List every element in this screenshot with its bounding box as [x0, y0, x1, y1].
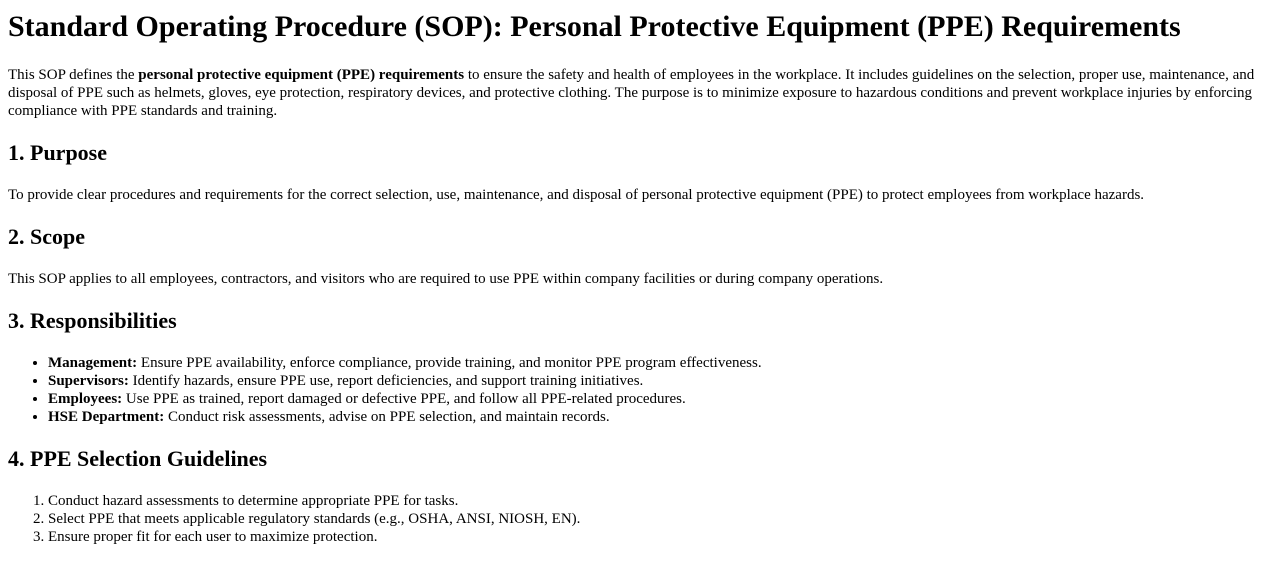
section-purpose [8, 140, 1255, 204]
selection-list [8, 492, 1255, 546]
role-description: Conduct risk assessments, advise on PPE selection, and maintain records. [164, 409, 610, 425]
intro-text-before: This SOP defines the [8, 67, 139, 83]
role-description: Ensure PPE availability, enforce compliance, provide training, and monitor PPE program effectiveness. [137, 355, 762, 371]
intro-bold-text: personal protective equipment (PPE) requirements [138, 67, 465, 83]
role-label: Supervisors: [48, 373, 129, 389]
list-item [48, 354, 1255, 372]
section-heading-selection: 4. PPE Selection Guidelines [8, 446, 268, 471]
responsibilities-list [8, 354, 1255, 426]
intro-paragraph [8, 66, 1255, 120]
list-item: 3. Ensure proper fit for each user to maximize protection. [48, 528, 1255, 546]
list-item [48, 408, 1255, 426]
role-label: HSE Department: [48, 409, 165, 425]
list-item [48, 390, 1255, 408]
role-label: Employees: [48, 391, 123, 407]
list-item [48, 372, 1255, 390]
section-heading-responsibilities: 3. Responsibilities [8, 308, 177, 333]
page-title: Standard Operating Procedure (SOP): Personal Protective Equipment (PPE) Requirements [8, 10, 1181, 43]
section-responsibilities [8, 308, 1255, 426]
role-label: Management: [48, 355, 138, 371]
section-heading-scope: 2. Scope [8, 224, 85, 249]
section-selection [8, 446, 1255, 546]
list-item: 1. Conduct hazard assessments to determine appropriate PPE for tasks. [48, 492, 1255, 510]
section-text-purpose: To provide clear procedures and requirements for the correct selection, use, maintenance, and disposal of personal protective equipment (PPE) to protect employees from workplace hazards. [8, 187, 1145, 203]
list-item: 2. Select PPE that meets applicable regulatory standards (e.g., OSHA, ANSI, NIOSH, EN). [48, 510, 1255, 528]
intro-text-after: to ensure the safety and health of employees in the workplace. It includes guidelines on the selection, proper use, maintenance, and disposal of PPE such as helmets, gloves, eye protection, respiratory devices, and protective clothing. The purpose is to minimize exposure to hazardous conditions and prevent workplace injuries by enforcing compliance with PPE standards and training. [8, 67, 1255, 119]
document-page [0, 9, 1263, 546]
role-description: Use PPE as trained, report damaged or defective PPE, and follow all PPE-related procedures. [122, 391, 686, 407]
role-description: Identify hazards, ensure PPE use, report deficiencies, and support training initiatives. [128, 373, 644, 389]
section-text-scope: This SOP applies to all employees, contractors, and visitors who are required to use PPE within company facilities or during company operations. [8, 271, 884, 287]
section-scope [8, 224, 1255, 288]
section-heading-purpose: 1. Purpose [8, 140, 107, 165]
